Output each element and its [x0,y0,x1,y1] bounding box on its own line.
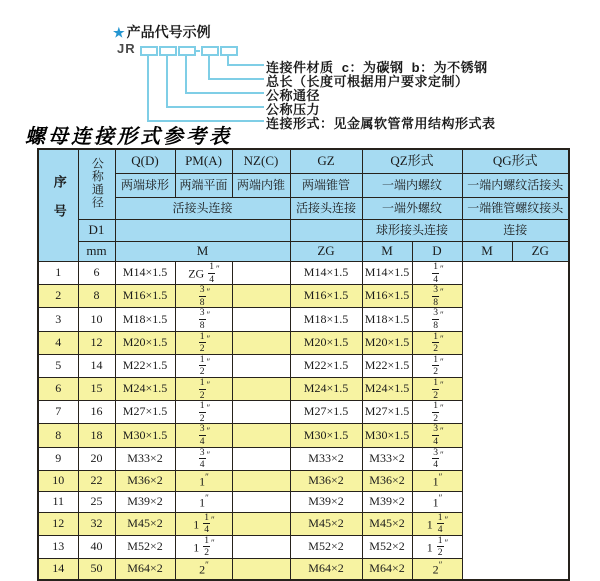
gz-zg-cell: $\frac{3}{4}$ ″ [175,424,232,447]
m-cell: M24×1.5 [115,377,175,400]
serial-cell: 14 [38,559,78,581]
diagram-label-material: 连接件材质 c：为碳钢 b：为不锈钢 [266,60,488,75]
serial-cell: 7 [38,401,78,424]
m-cell: M33×2 [115,447,175,470]
qz-d-cell: M39×2 [290,491,362,512]
qg-m-cell: M64×2 [362,559,412,581]
gz-zg-cell: $\frac{1}{2}$ ″ [175,354,232,377]
qg-zg-cell: $\frac{3}{4}$ ″ [412,447,462,470]
gz-zg-cell: 1 $\frac{1}{4}$ ″ [175,512,232,535]
m-cell: M27×1.5 [115,401,175,424]
qg-zg-cell: $\frac{3}{8}$ ″ [412,285,462,308]
dn-cell: 14 [78,354,115,377]
qz-d-cell: M16×1.5 [290,285,362,308]
qg-m-cell: M27×1.5 [362,401,412,424]
qg-zg-cell: $\frac{3}{4}$ ″ [412,424,462,447]
diagram-label-length: 总长（长度可根据用户要求定制） [266,74,469,89]
m-cell: M22×1.5 [115,354,175,377]
dn-cell: 16 [78,401,115,424]
serial-cell: 5 [38,354,78,377]
qg-zg-cell: 1 $\frac{1}{4}$ ″ [412,512,462,535]
qg-m-cell: M22×1.5 [362,354,412,377]
header-empty-left [115,220,290,242]
header-unit-zg-qg: ZG [512,242,569,262]
header-serial [38,149,78,262]
dn-cell: 15 [78,377,115,400]
table-row [38,447,569,470]
gz-zg-cell: $\frac{1}{2}$ ″ [175,401,232,424]
serial-cell: 6 [38,377,78,400]
qg-m-cell: M14×1.5 [362,262,412,285]
qz-m-cell [232,262,290,285]
qz-d-cell: M64×2 [290,559,362,581]
qz-m-cell [232,354,290,377]
header-unit-mm: mm [78,242,115,262]
qg-m-cell: M52×2 [362,535,412,558]
qg-zg-cell: $\frac{1}{2}$ ″ [412,401,462,424]
header-serial-text: 序号 [51,174,67,233]
header-balljoint-qz: 球形接头连接 [362,220,462,242]
nut-connection-table [37,148,570,581]
header-unit-m-left: M [115,242,290,262]
star-icon: ★ [113,25,125,40]
qz-m-cell [232,377,290,400]
table-row [38,491,569,512]
qz-m-cell [232,424,290,447]
gz-zg-cell: 1 $\frac{1}{2}$ ″ [175,535,232,558]
serial-cell: 11 [38,491,78,512]
diagram-label-diameter: 公称通径 [266,88,321,103]
diagram-title-text: 产品代号示例 [126,24,211,40]
connector-line-5 [227,54,264,66]
header-d1: D1 [78,220,115,242]
dn-cell: 18 [78,424,115,447]
table-row [38,354,569,377]
m-cell: M14×1.5 [115,262,175,285]
qg-zg-cell: 1″ [412,491,462,512]
dn-cell: 50 [78,559,115,581]
table-row [38,308,569,331]
qz-m-cell [232,285,290,308]
qz-m-cell [232,470,290,491]
qz-d-cell: M33×2 [290,447,362,470]
qz-d-cell: M24×1.5 [290,377,362,400]
dn-cell: 12 [78,331,115,354]
gz-zg-cell: ZG $\frac{1}{4}$ ″ [175,262,232,285]
dn-cell: 32 [78,512,115,535]
qz-m-cell [232,447,290,470]
serial-cell: 1 [38,262,78,285]
qz-d-cell: M27×1.5 [290,401,362,424]
header-group-qz: QZ形式 [362,149,462,174]
qz-m-cell [232,331,290,354]
m-cell: M45×2 [115,512,175,535]
qg-zg-cell: $\frac{1}{2}$ ″ [412,354,462,377]
gz-zg-cell: $\frac{1}{2}$ ″ [175,377,232,400]
header-type-gz: 两端锥管 [290,174,362,198]
gz-zg-cell: $\frac{3}{8}$ ″ [175,308,232,331]
dn-cell: 40 [78,535,115,558]
table-row [38,377,569,400]
header-group-nzc: NZ(C) [232,149,290,174]
qg-zg-cell: $\frac{1}{2}$ ″ [412,377,462,400]
qz-m-cell [232,491,290,512]
serial-cell: 10 [38,470,78,491]
qz-d-cell: M52×2 [290,535,362,558]
qg-m-cell: M45×2 [362,512,412,535]
gz-zg-cell: $\frac{3}{8}$ ″ [175,285,232,308]
qz-d-cell: M22×1.5 [290,354,362,377]
qg-m-cell: M39×2 [362,491,412,512]
table-row [38,424,569,447]
header-type-qg: 一端内螺纹活接头 [462,174,569,198]
serial-cell: 13 [38,535,78,558]
m-cell: M39×2 [115,491,175,512]
m-cell: M20×1.5 [115,331,175,354]
qg-zg-cell: 1″ [412,470,462,491]
header-unit-m-qg: M [462,242,512,262]
qg-m-cell: M16×1.5 [362,285,412,308]
header-type-nzc: 两端内锥 [232,174,290,198]
m-cell: M36×2 [115,470,175,491]
qg-m-cell: M33×2 [362,447,412,470]
qz-m-cell [232,401,290,424]
header-dn-text: 公称通径 [90,156,105,209]
gz-zg-cell: 1″ [175,470,232,491]
serial-cell: 12 [38,512,78,535]
qg-zg-cell: $\frac{1}{4}$ ″ [412,262,462,285]
qz-d-cell: M20×1.5 [290,331,362,354]
qg-m-cell: M20×1.5 [362,331,412,354]
table-title: 螺母连接形式参考表 [25,126,232,148]
qg-m-cell: M30×1.5 [362,424,412,447]
header-group-qg: QG形式 [462,149,569,174]
m-cell: M52×2 [115,535,175,558]
qg-m-cell: M36×2 [362,470,412,491]
gz-zg-cell: 1″ [175,491,232,512]
diagram-title [113,22,211,42]
dn-cell: 25 [78,491,115,512]
dn-cell: 20 [78,447,115,470]
dn-cell: 10 [78,308,115,331]
qz-d-cell: M30×1.5 [290,424,362,447]
gz-zg-cell: $\frac{1}{2}$ ″ [175,331,232,354]
qg-zg-cell: 2″ [412,559,462,581]
gz-zg-cell: $\frac{3}{4}$ ″ [175,447,232,470]
dn-cell: 6 [78,262,115,285]
m-cell: M18×1.5 [115,308,175,331]
serial-cell: 3 [38,308,78,331]
table-row [38,535,569,558]
header-unit-d-qz: D [412,242,462,262]
header-conn-qz: 一端外螺纹 [362,198,462,220]
dn-cell: 8 [78,285,115,308]
header-unit-m-qz: M [362,242,412,262]
qz-d-cell: M45×2 [290,512,362,535]
m-cell: M64×2 [115,559,175,581]
header-group-pma: PM(A) [175,149,232,174]
qz-d-cell: M14×1.5 [290,262,362,285]
m-cell: M30×1.5 [115,424,175,447]
header-type-qd: 两端球形 [115,174,175,198]
table-row [38,285,569,308]
dn-cell: 22 [78,470,115,491]
serial-cell: 4 [38,331,78,354]
qz-m-cell [232,512,290,535]
qg-m-cell: M18×1.5 [362,308,412,331]
table-row [38,262,569,285]
product-code-prefix: JR [117,41,136,56]
qg-zg-cell: $\frac{1}{2}$ ″ [412,331,462,354]
qz-m-cell [232,559,290,581]
m-cell: M16×1.5 [115,285,175,308]
header-unit-zg-gz: ZG [290,242,362,262]
gz-zg-cell: 2″ [175,559,232,581]
header-conn-qg: 一端锥管螺纹接头 [462,198,569,220]
header-group-qd: Q(D) [115,149,175,174]
serial-cell: 9 [38,447,78,470]
serial-cell: 8 [38,424,78,447]
table-row [38,331,569,354]
header-empty-gz [290,220,362,242]
table-row [38,401,569,424]
qg-zg-cell: 1 $\frac{1}{2}$ ″ [412,535,462,558]
diagram-label-connection: 连接形式：见金属软管常用结构形式表 [266,116,496,131]
header-type-qz: 一端内螺纹 [362,174,462,198]
header-conn-left: 活接头连接 [115,198,290,220]
header-group-gz: GZ [290,149,362,174]
qg-m-cell: M24×1.5 [362,377,412,400]
diagram-label-pressure: 公称压力 [266,102,321,117]
qg-zg-cell: $\frac{3}{8}$ ″ [412,308,462,331]
code-dash [194,50,200,52]
header-conn-gz: 活接头连接 [290,198,362,220]
qz-m-cell [232,308,290,331]
serial-cell: 2 [38,285,78,308]
header-connect-qg: 连接 [462,220,569,242]
header-type-pma: 两端平面 [175,174,232,198]
qz-m-cell [232,535,290,558]
table-row [38,512,569,535]
qz-d-cell: M18×1.5 [290,308,362,331]
qz-d-cell: M36×2 [290,470,362,491]
table-row [38,470,569,491]
header-dn [78,149,115,220]
table-row [38,559,569,581]
